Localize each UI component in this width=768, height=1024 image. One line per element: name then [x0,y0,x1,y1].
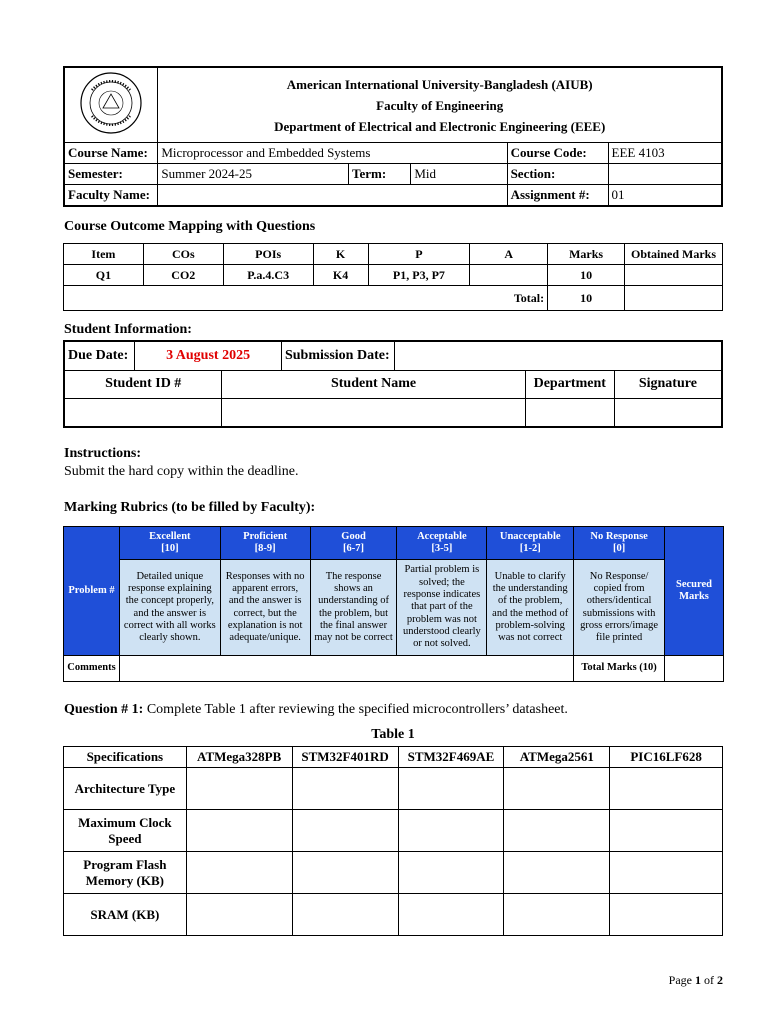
t1-cell[interactable] [610,768,723,810]
t1-cell[interactable] [504,894,610,936]
t1-cell[interactable] [292,894,398,936]
rubric-level-proficient [220,527,310,560]
t1-cell[interactable] [610,894,723,936]
co-header-marks: Marks [548,244,625,265]
t1-cell[interactable] [186,894,292,936]
rubric-level-good [310,527,397,560]
t1-header-atmega2561: ATMega2561 [504,747,610,768]
co-total-label: Total: [64,286,548,311]
table-row [64,810,723,852]
rubric-level-name: No Response [590,530,648,542]
table-row [64,768,723,810]
assignment-value: 01 [608,185,722,207]
course-header-table [63,66,723,207]
rubrics-table [63,526,724,682]
t1-cell[interactable] [398,768,504,810]
page-word: Page [668,973,692,987]
rubric-level-range: [10] [161,543,179,554]
table-1-caption: Table 1 [371,727,415,742]
t1-row-label: Program Flash Memory (KB) [64,852,187,894]
rubric-level-unacceptable [487,527,574,560]
t1-cell[interactable] [504,810,610,852]
semester-label: Semester: [64,164,158,185]
signature-label: Signature [614,370,722,398]
co-header-pois: POIs [223,244,313,265]
t1-header-stm32f401rd: STM32F401RD [292,747,398,768]
co-cell-obtained[interactable] [625,265,723,286]
page-number [669,973,723,988]
rubric-level-range: [3-5] [431,543,453,554]
student-name-label: Student Name [222,370,525,398]
faculty-name-heading: Faculty of Engineering [376,97,504,113]
page-total: 2 [717,973,723,987]
rubric-desc-unacceptable: Unable to clarify the understanding of the problem, and the method of problem-solving was not correct [487,560,574,656]
t1-cell[interactable] [186,768,292,810]
t1-cell[interactable] [398,810,504,852]
question-1 [64,702,568,718]
rubric-level-acceptable [397,527,487,560]
co-header-p: P [368,244,470,265]
semester-value: Summer 2024-25 [158,164,349,185]
question-1-text: Complete Table 1 after reviewing the specified microcontrollers’ datasheet. [146,702,568,717]
t1-row-label: Architecture Type [64,768,187,810]
rubric-total-marks-value[interactable] [665,656,724,682]
co-header-item: Item [64,244,144,265]
t1-header-pic16lf628: PIC16LF628 [610,747,723,768]
table-1 [63,746,723,936]
page-current: 1 [695,973,701,987]
rubric-desc-no-response: No Response/ copied from others/identical submissions with gross errors/image file printed [574,560,665,656]
co-mapping-title: Course Outcome Mapping with Questions [64,219,316,234]
student-name-value[interactable] [222,398,525,427]
section-label: Section: [507,164,608,185]
rubric-desc-proficient: Responses with no apparent errors, and the answer is correct, but the explanation is not adequate/unique. [220,560,310,656]
rubric-desc-good: The response shows an understanding of the problem, but the final answer may not be correct [310,560,397,656]
t1-cell[interactable] [610,852,723,894]
rubric-level-name: Proficient [243,530,288,542]
co-header-obtained: Obtained Marks [625,244,723,265]
co-cell-pois: P.a.4.C3 [223,265,313,286]
student-info-table [63,340,723,428]
rubric-level-range: [1-2] [519,543,541,554]
t1-cell[interactable] [186,852,292,894]
co-header-k: K [313,244,368,265]
co-header-cos: COs [143,244,223,265]
co-total-obtained[interactable] [625,286,723,311]
student-id-value[interactable] [64,398,222,427]
rubric-desc-excellent: Detailed unique response explaining the concept properly, and the answer is correct with all works clearly shown. [119,560,220,656]
course-name-label: Course Name: [64,143,158,164]
university-name: American International University-Bangladesh (AIUB) [286,76,593,92]
rubric-level-range: [0] [612,543,626,554]
t1-cell[interactable] [292,768,398,810]
t1-cell[interactable] [610,810,723,852]
co-mapping-table [63,243,723,311]
faculty-name-label: Faculty Name: [64,185,158,207]
due-date-value: 3 August 2025 [135,341,282,370]
department-value[interactable] [525,398,614,427]
course-code-value: EEE 4103 [608,143,722,164]
table-row [64,852,723,894]
department-label: Department [525,370,614,398]
rubric-level-range: [8-9] [254,543,276,554]
term-value: Mid [411,164,507,185]
rubric-problem-header: Problem # [64,527,120,656]
co-cell-a [470,265,548,286]
rubrics-title: Marking Rubrics (to be filled by Faculty): [64,500,316,515]
t1-row-label: SRAM (KB) [64,894,187,936]
question-1-label: Question # 1: [64,702,144,717]
t1-cell[interactable] [504,852,610,894]
submission-date-value[interactable] [395,341,722,370]
t1-header-stm32f469ae: STM32F469AE [398,747,504,768]
rubric-level-range: [6-7] [343,543,365,554]
t1-cell[interactable] [398,852,504,894]
due-date-label: Due Date: [64,341,135,370]
page-of-word: of [704,973,714,987]
term-label: Term: [349,164,411,185]
co-header-a: A [470,244,548,265]
instructions-text: Submit the hard copy within the deadline. [64,464,299,479]
rubric-secured-header: Secured Marks [665,527,724,656]
rubric-level-name: Acceptable [417,530,467,542]
assignment-label: Assignment #: [507,185,608,207]
rubric-level-name: Excellent [149,530,191,542]
student-info-title: Student Information: [64,322,192,337]
rubric-comments-value[interactable] [119,656,573,682]
submission-date-label: Submission Date: [281,341,394,370]
rubric-level-name: Unacceptable [499,530,561,542]
t1-cell[interactable] [292,810,398,852]
co-cell-cos: CO2 [143,265,223,286]
faculty-name-value[interactable] [158,185,507,207]
co-total-value: 10 [548,286,625,311]
rubric-comments-label: Comments [64,656,120,682]
co-cell-marks: 10 [548,265,625,286]
rubric-desc-acceptable: Partial problem is solved; the response indicates that part of the problem was not understood clearly or not solved. [397,560,487,656]
department-name: Department of Electrical and Electronic Engineering (EEE) [274,118,606,134]
student-id-label: Student ID # [64,370,222,398]
co-cell-k: K4 [313,265,368,286]
t1-cell[interactable] [398,894,504,936]
t1-cell[interactable] [504,768,610,810]
co-cell-p: P1, P3, P7 [368,265,470,286]
table-row [64,894,723,936]
t1-header-specifications: Specifications [64,747,187,768]
instructions-title: Instructions: [64,446,142,461]
rubric-total-marks-label: Total Marks (10) [574,656,665,682]
university-logo [68,70,154,136]
t1-cell[interactable] [186,810,292,852]
section-value[interactable] [608,164,722,185]
rubric-level-name: Good [341,530,366,542]
t1-header-atmega328pb: ATMega328PB [186,747,292,768]
rubric-level-excellent [119,527,220,560]
rubric-level-no-response [574,527,665,560]
course-code-label: Course Code: [507,143,608,164]
signature-value[interactable] [614,398,722,427]
t1-row-label: Maximum Clock Speed [64,810,187,852]
t1-cell[interactable] [292,852,398,894]
course-name-value: Microprocessor and Embedded Systems [158,143,507,164]
co-cell-item: Q1 [64,265,144,286]
